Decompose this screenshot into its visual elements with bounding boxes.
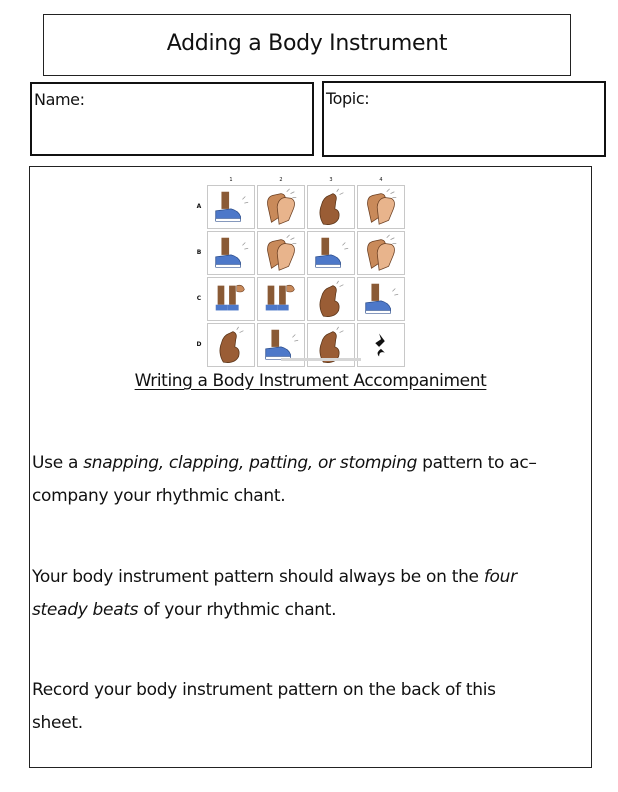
instruction-paragraph-3: Record your body instrument pattern on the back of this sheet. — [32, 680, 496, 733]
quarter-rest-icon — [357, 323, 405, 367]
patt-icon — [257, 277, 305, 321]
title-box — [43, 14, 571, 76]
clap-icon — [257, 185, 305, 229]
stomp-icon — [357, 277, 405, 321]
instruction-paragraph-1: Use a snapping, clapping, patting, or stomping pattern to ac– company your rhythmic chant. — [32, 453, 537, 506]
topic-field[interactable] — [322, 81, 606, 157]
grid-column-label: 2 — [279, 177, 283, 183]
name-field[interactable] — [30, 82, 314, 156]
grid-copyright-line — [281, 358, 361, 361]
grid-column-label: 4 — [379, 177, 383, 183]
grid-row-label: D — [196, 341, 202, 348]
stomp-icon — [207, 185, 255, 229]
grid-row-label: C — [196, 295, 202, 302]
snap-icon — [307, 185, 355, 229]
clap-icon — [357, 185, 405, 229]
page-title: Adding a Body Instrument — [166, 31, 448, 56]
grid-column-label: 3 — [329, 177, 333, 183]
grid-column-label: 1 — [229, 177, 233, 183]
stomp-icon — [307, 231, 355, 275]
topic-label: Topic: — [326, 89, 370, 108]
grid-row-label: A — [196, 203, 202, 210]
patt-icon — [207, 277, 255, 321]
grid-row-label: B — [196, 249, 202, 256]
snap-icon — [207, 323, 255, 367]
instructions-box — [29, 166, 592, 768]
name-label: Name: — [34, 90, 85, 109]
clap-icon — [357, 231, 405, 275]
section-heading: Writing a Body Instrument Accompaniment — [134, 371, 487, 391]
body-instrument-grid — [191, 177, 413, 365]
clap-icon — [257, 231, 305, 275]
instruction-paragraph-2: Your body instrument pattern should always be on the four steady beats of your rhythmic chant. — [32, 567, 517, 620]
stomp-icon — [207, 231, 255, 275]
snap-icon — [307, 277, 355, 321]
